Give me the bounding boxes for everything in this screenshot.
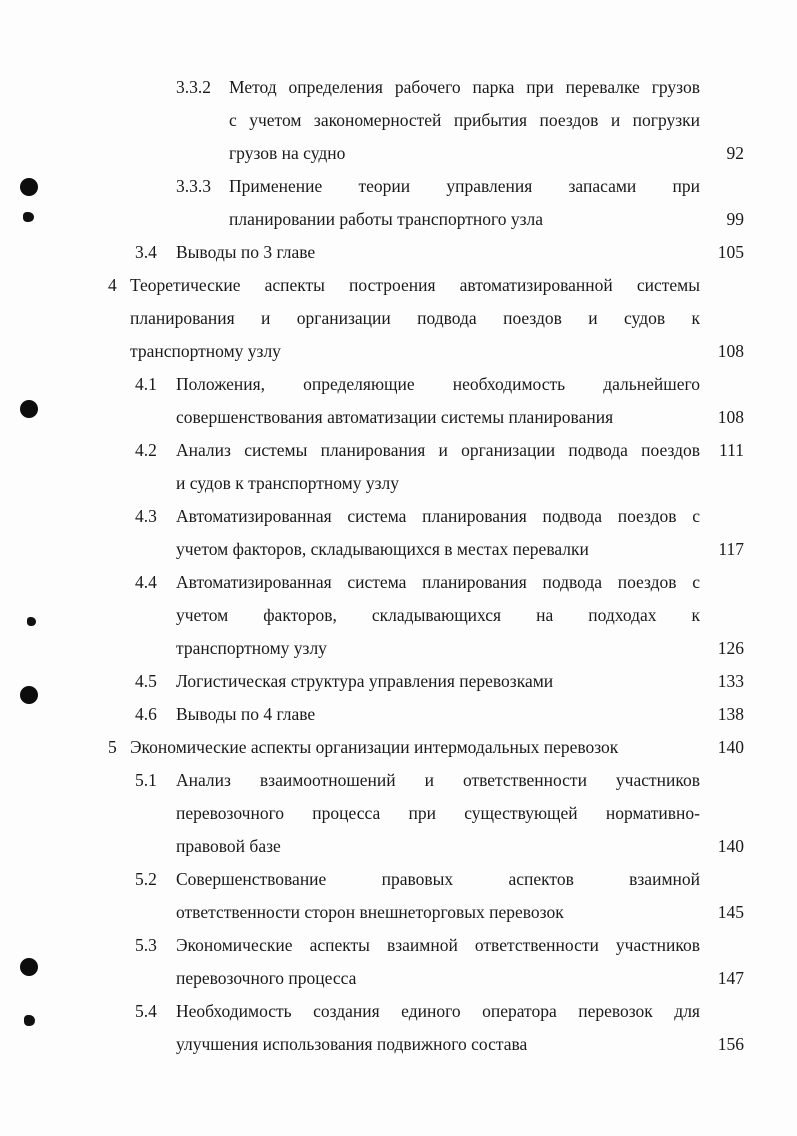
- toc-entry-number: 4.6: [135, 704, 157, 724]
- toc-entry-number: 4.2: [135, 440, 157, 460]
- binder-hole: [20, 178, 38, 196]
- toc-entry-number: 4: [108, 275, 117, 295]
- toc-entry-page: 145: [717, 902, 744, 922]
- toc-entry-title: Автоматизированная система планирования подвода поездов с учетом факторов, складывающихся в местах перевалки: [176, 506, 700, 559]
- toc-entry-number: 4.1: [135, 374, 157, 394]
- toc-entry-number: 5.4: [135, 1001, 157, 1021]
- toc-entry-title: Экономические аспекты взаимной ответственности участников перевозочного процесса: [176, 935, 700, 988]
- toc-entry-title: Теоретические аспекты построения автоматизированной системы планирования и организации подвода поездов и судов к транспортному узлу: [130, 275, 700, 361]
- toc-entry-number: 5.1: [135, 770, 157, 790]
- toc-entry-page: 126: [717, 638, 744, 658]
- toc-entry-title: Применение теории управления запасами при планировании работы транспортного узла: [229, 176, 700, 229]
- toc-entry-page: 99: [726, 209, 744, 229]
- toc-entry-page: 111: [719, 440, 744, 460]
- toc-entry-number: 4.5: [135, 671, 157, 691]
- toc-entry-number: 3.3.2: [176, 77, 211, 97]
- toc-entry-page: 147: [717, 968, 744, 988]
- toc-entry-title: Логистическая структура управления перевозками: [176, 671, 554, 691]
- toc-entry-page: 92: [726, 143, 744, 163]
- toc-entry-page: 108: [717, 407, 744, 427]
- toc-entry-number: 5: [108, 737, 117, 757]
- toc-entry-title: Анализ системы планирования и организации подвода поездов и судов к транспортному узлу: [176, 440, 700, 493]
- toc-entry-page: 140: [717, 836, 744, 856]
- toc-entry-title: Необходимость создания единого оператора перевозок для улучшения использования подвижного состава: [176, 1001, 700, 1054]
- toc-entry-title: Анализ взаимоотношений и ответственности участников перевозочного процесса при существующей нормативно- правовой базе: [176, 770, 700, 856]
- toc-entry-title: Экономические аспекты организации интермодальных перевозок: [130, 737, 619, 757]
- toc-entry-page: 156: [717, 1034, 744, 1054]
- toc-entry-title: Метод определения рабочего парка при перевалке грузов с учетом закономерностей прибытия поездов и погрузки грузов на судно: [229, 77, 700, 163]
- toc-entry-number: 3.3.3: [176, 176, 211, 196]
- toc-entry-number: 4.4: [135, 572, 157, 592]
- toc-entry-title: Автоматизированная система планирования подвода поездов с учетом факторов, складывающихся на подходах к транспортному узлу: [176, 572, 700, 658]
- toc-entry-number: 3.4: [135, 242, 157, 262]
- binder-hole: [20, 958, 38, 976]
- binder-hole: [20, 400, 38, 418]
- toc-entry-page: 108: [717, 341, 744, 361]
- binder-hole: [20, 686, 38, 704]
- toc-entry-title: Совершенствование правовых аспектов взаимной ответственности сторон внешнеторговых перевозок: [176, 869, 700, 922]
- scan-speck: [24, 1015, 35, 1026]
- toc-entry-page: 138: [717, 704, 744, 724]
- toc-entry-page: 117: [718, 539, 744, 559]
- toc-entry-number: 5.2: [135, 869, 157, 889]
- toc-entry-number: 4.3: [135, 506, 157, 526]
- toc-entry-title: Выводы по 3 главе: [176, 242, 316, 262]
- scan-speck: [23, 212, 34, 222]
- toc-entry-page: 140: [717, 737, 744, 757]
- toc-entry-page: 105: [717, 242, 744, 262]
- toc-entry-title: Выводы по 4 главе: [176, 704, 316, 724]
- toc-entry-title: Положения, определяющие необходимость дальнейшего совершенствования автоматизации системы планирования: [176, 374, 700, 427]
- toc-entry-number: 5.3: [135, 935, 157, 955]
- toc-entry-page: 133: [717, 671, 744, 691]
- scan-speck: [27, 617, 36, 626]
